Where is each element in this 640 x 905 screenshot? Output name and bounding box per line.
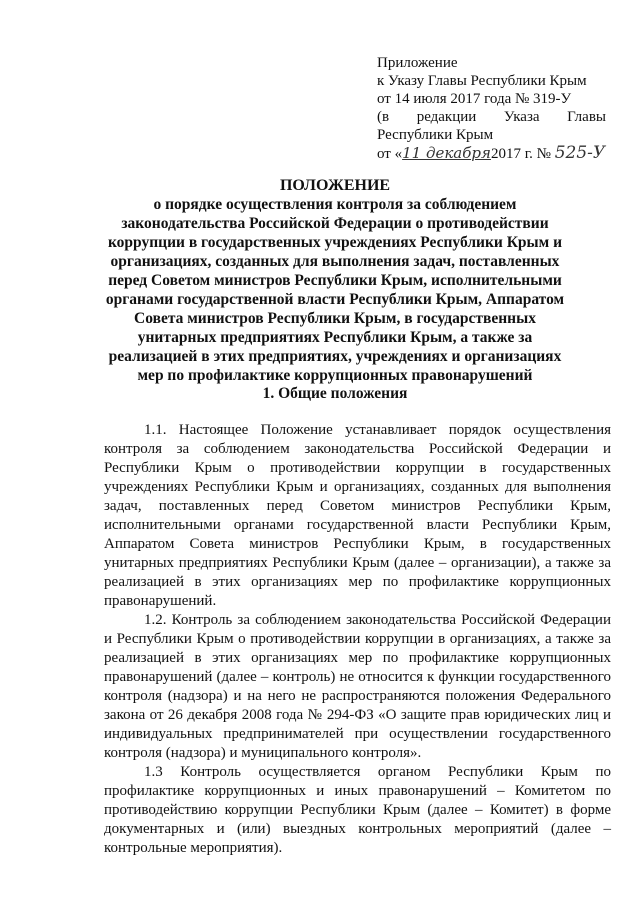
paragraph-1-2: 1.2. Контроль за соблюдением законодательства Российской Федерации и Республики Крым о противодействии коррупции в организациях, а также за реализацией в этих организациях мер по профилактике коррупционных правонарушений (далее – контроль) не относится к функции государственного контроля (надзора) и на него не распространяются положения Федерального закона от 26 декабря 2008 года № 294-ФЗ «О защите прав юридических лиц и индивидуальных предпринимателей при осуществлении государственного контроля (надзора) и муниципального контроля».	[104, 612, 611, 761]
edition-word: (в	[377, 109, 390, 125]
handwritten-number: 525-У	[554, 143, 606, 163]
amendment-middle: 2017 г. №	[490, 146, 551, 162]
paragraph-1-3: 1.3 Контроль осуществляется органом Республики Крым по профилактике коррупционных и иных правонарушений – Комитетом по противодействию коррупции Республики Крым (далее – Комитет) в форме документарных и (или) выездных контрольных мероприятий (далее – контрольные мероприятия).	[104, 764, 611, 856]
annex-line-decree: к Указу Главы Республики Крым	[377, 73, 587, 89]
annex-line-date: от 14 июля 2017 года № 319-У	[377, 91, 572, 107]
document-subtitle: о порядке осуществления контроля за соблюдением законодательства Российской Федерации о противодействии коррупции в государственных учреждениях Республики Крым и организациях, созданных для выполнения задач, поставленных перед Советом министров Республики Крым, исполнительными органами государственной власти Республики Крым, Аппаратом Совета министров Республики Крым, в государственных унитарных предприятиях Республики Крым, а также за реализацией в этих предприятиях, учреждениях и организациях мер по профилактике коррупционных правонарушений	[105, 196, 565, 384]
annex-block	[377, 54, 606, 163]
document-body	[104, 421, 611, 858]
edition-word: Главы	[567, 109, 606, 125]
handwritten-date: 11 декабря	[402, 144, 491, 162]
amendment-prefix: от «	[377, 146, 403, 162]
annex-line-edition	[377, 108, 606, 126]
document-heading: ПОЛОЖЕНИЕ	[279, 177, 391, 194]
edition-word: Указа	[503, 109, 540, 125]
section-title: 1. Общие положения	[262, 385, 408, 402]
paragraph-1-1: 1.1. Настоящее Положение устанавливает порядок осуществления контроля за соблюдением законодательства Российской Федерации и Республики Крым о противодействии коррупции в государственных учреждениях Республики Крым и организациях, созданных для выполнения задач, поставленных перед Советом министров Республики Крым, исполнительными органами государственной власти Республики Крым, Аппаратом Совета министров Республики Крым, в государственных унитарных предприятиях Республики Крым (далее – организации), а также за реализацией в этих организациях мер по профилактике коррупционных правонарушений.	[104, 422, 611, 609]
annex-line-amendment	[377, 144, 606, 163]
edition-word: редакции	[416, 109, 477, 125]
annex-line-title: Приложение	[377, 55, 458, 71]
annex-line-republic: Республики Крым	[377, 127, 494, 143]
